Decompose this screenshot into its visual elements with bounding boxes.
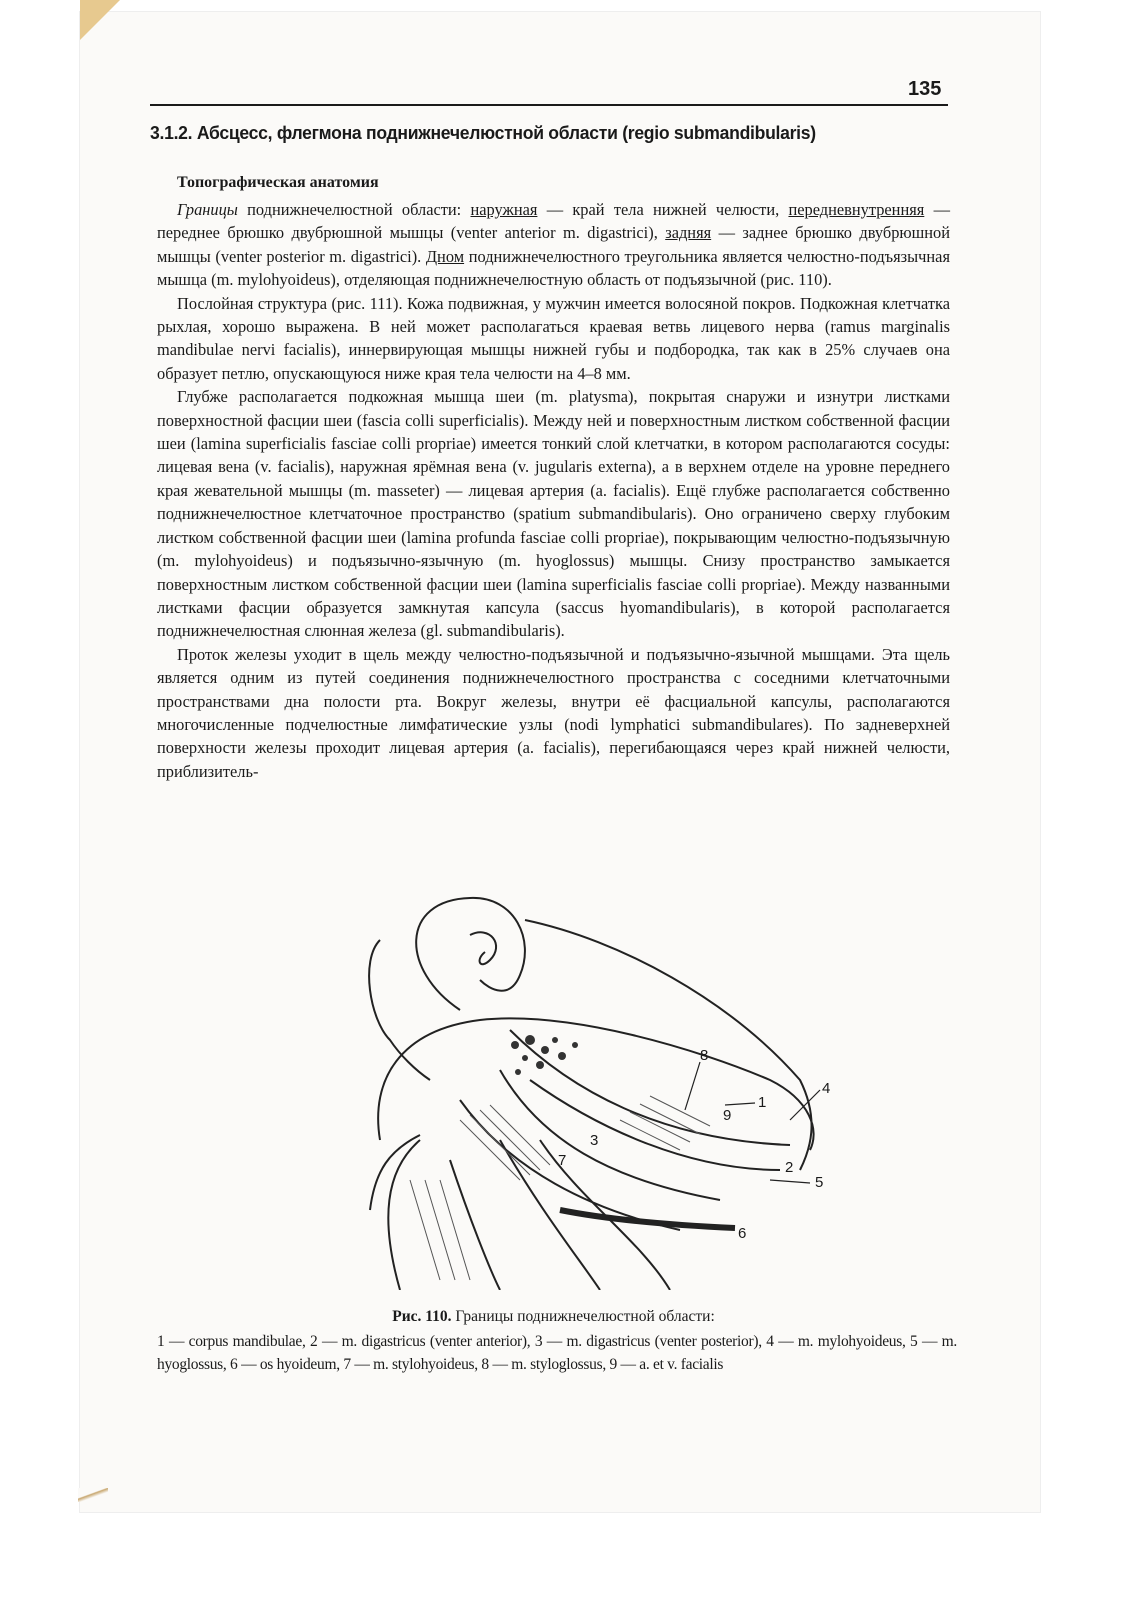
paragraph-duct: Проток железы уходит в щель между челюстно-подъязычной и подъязычно-язычной мышцами. Эта щель является одним из путей соединения поднижнечелюстного пространства с соседними клетчаточными пространствами дна полости рта. Вокруг железы, внутри её фасциальной капсулы, располагаются многочисленные подчелюстные лимфатические узлы (nodi lymphatici submandibulares). По задневерхней поверхности железы проходит лицевая артерия (a. facialis), перегибающаяся через край нижней челюсти, приблизитель- <box>157 644 950 781</box>
floor-term: Дном <box>425 246 465 266</box>
figure-title: Границы поднижнечелюстной области: <box>451 1308 715 1325</box>
figure-label-2: 2 <box>785 1159 794 1176</box>
paragraph-deep-layers: Глубже располагается подкожная мышца шеи (m. platysma), покрытая снаружи и изнутри листками поверхностной фасции шеи (fascia colli superficialis). Между ней и поверхностным листком собственной фасции шеи (lamina superficialis fasciae colli propriae) имеется тонкий слой клетчатки, в котором располагаются сосуды: лицевая вена (v. facialis), наружная ярёмная вена (v. jugularis externa), а в верхнем отделе на уровне переднего края жевательной мышцы (m. masseter) — лицевая артерия (a. facialis). Ещё глубже располагается собственно поднижнечелюстное клетчаточное пространство (spatium submandibularis). Оно ограничено сверху глубоким листком собственной фасции шеи (lamina profunda fasciae colli propriae), покрывающим челюстно-подъязычную (m. mylohyoideus) и подъязычно-язычную (m. hyoglossus) мышцы. Снизу пространство замыкается поверхностным листком собственной фасции шеи (lamina superficialis fasciae colli propriae). Между названными листками фасции образуется замкнутая капсула (saccus hyomandibularis), в которой располагается поднижнечелюстная слюнная железа (gl. submandibularis). <box>157 387 950 641</box>
text-run: — край тела нижней челюсти, <box>537 200 789 219</box>
outer-border-term: наружная <box>470 200 538 219</box>
page-number: 135 <box>908 78 942 100</box>
subsection-title: Топографическая анатомия <box>177 174 379 191</box>
page-corner-shadow <box>80 0 120 40</box>
anteromedial-border-term: передневнутренняя <box>788 200 925 219</box>
figure-label-4: 4 <box>822 1080 831 1097</box>
figure-label-6: 6 <box>738 1225 747 1242</box>
figure-label-8: 8 <box>700 1047 709 1064</box>
body-text <box>157 198 950 783</box>
text-run: поднижнечелюстной области: <box>237 200 471 219</box>
section-title: 3.1.2. Абсцесс, флегмона поднижнечелюстной области (regio submandibularis) <box>150 122 816 143</box>
figure-110-illustration <box>340 880 840 1290</box>
text-run: поднижнечелюстного треугольника является челюстно-подъязычная мышца (m. mylohyoideus), отделяющая поднижнечелюстную область от подъязычной (рис. 110). <box>157 246 950 290</box>
figure-label-9: 9 <box>723 1107 732 1124</box>
figure-label-7: 7 <box>558 1152 567 1169</box>
figure-caption-title <box>157 1308 950 1326</box>
paragraph-borders <box>157 198 950 292</box>
figure-label-3: 3 <box>590 1132 599 1149</box>
figure-number: Рис. 110. <box>392 1308 452 1325</box>
header-rule <box>150 104 948 106</box>
paragraph-layers: Послойная структура (рис. 111). Кожа подвижная, у мужчин имеется волосяной покров. Подкожная клетчатка рыхлая, хорошо выражена. В ней может располагаться краевая ветвь лицевого нерва (ramus marginalis mandibulae nervi facialis), иннервирующая мышцы нижней губы и подбородка, так как в 25% случаев она образует петлю, опускающуюся ниже края тела челюсти на 4–8 мм. <box>157 293 950 383</box>
figure-caption-legend: 1 — corpus mandibulae, 2 — m. digastricus (venter anterior), 3 — m. digastricus (venter posterior), 4 — m. mylohyoideus, 5 — m. hyoglossus, 6 — os hyoideum, 7 — m. stylohyoideus, 8 — m. styloglossus, 9 — a. et v. facialis <box>157 1333 957 1373</box>
posterior-border-term: задняя <box>665 223 712 243</box>
figure-label-1: 1 <box>758 1094 767 1111</box>
borders-word: Границы <box>177 200 238 219</box>
text-run: — переднее брюшко двубрюшной мышцы (venter anterior m. digastrici), <box>157 200 950 243</box>
page-corner-shadow-bottom <box>78 1488 108 1502</box>
text-run: — заднее брюшко двубрюшной мышцы (venter posterior m. digastrici). <box>157 223 950 266</box>
figure-label-5: 5 <box>815 1174 824 1191</box>
